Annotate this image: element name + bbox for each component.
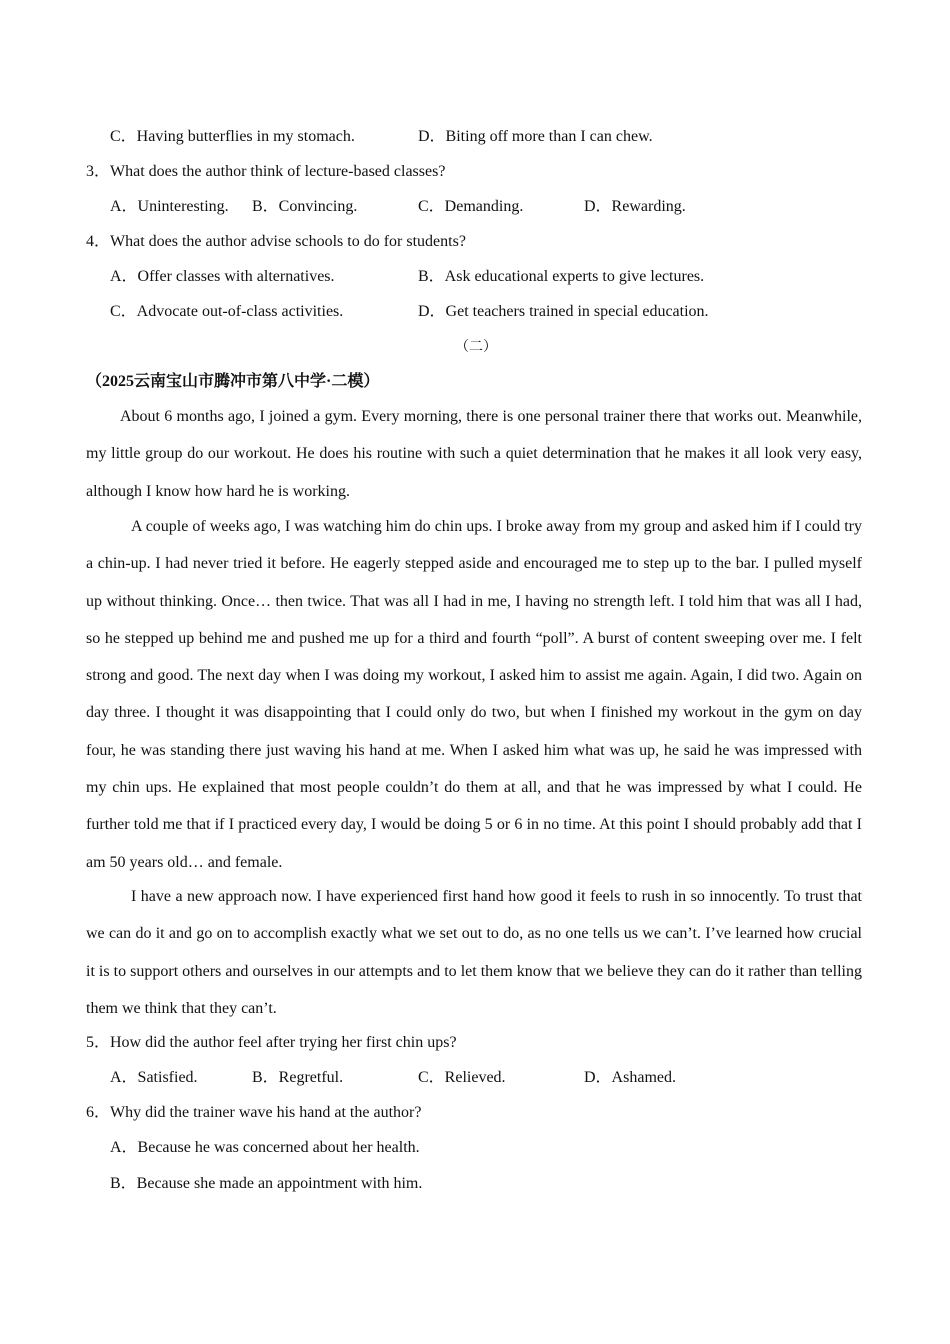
option-a: A．Because he was concerned about her health. (110, 1139, 420, 1156)
option-b: B．Convincing. (252, 198, 358, 215)
question-5: 5．How did the author feel after trying her first chin ups? (86, 1034, 457, 1051)
option-c: C．Having butterflies in my stomach. (110, 128, 355, 145)
option-d: D．Get teachers trained in special education. (418, 303, 709, 320)
option-c: C．Advocate out-of-class activities. (110, 303, 344, 320)
option-a: A．Satisfied. (110, 1069, 198, 1086)
option-d: D．Rewarding. (584, 198, 686, 215)
option-c: C．Demanding. (418, 198, 524, 215)
passage-paragraph-2: A couple of weeks ago, I was watching him do chin ups. I broke away from my group and asked him if I could try a chin-up. I had never tried it before. He eagerly stepped aside and encouraged me to step up to the bar. I pulled myself up without thinking. Once… then twice. That was all I had in me, I having no strength left. I told him that was all I had, so he stepped up behind me and pushed me up for a third and fourth “poll”. A burst of content sweeping over me. I felt strong and good. The next day when I was doing my workout, I asked him to assist me again. Again, I did two. Again on day three. I thought it was disappointing that I could only do two, but when I finished my workout in the gym on day four, he was standing there just waving his hand at me. When I asked him what was up, he said he was impressed with my chin ups. He explained that most people couldn’t do them at all, and that he was impressed by what I could. He further told me that if I practiced every day, I would be doing 5 or 6 in no time. At this point I should probably add that I am 50 years old… and female. (86, 518, 862, 871)
option-d: D．Biting off more than I can chew. (418, 128, 653, 145)
option-d: D．Ashamed. (584, 1069, 676, 1086)
source-heading: （2025云南宝山市腾冲市第八中学·二模） (86, 373, 380, 390)
option-a: A．Uninteresting. (110, 198, 229, 215)
option-a: A．Offer classes with alternatives. (110, 268, 335, 285)
option-b: B．Because she made an appointment with him. (110, 1175, 423, 1192)
question-4: 4．What does the author advise schools to do for students? (86, 233, 466, 250)
option-b: B．Ask educational experts to give lectures. (418, 268, 705, 285)
option-c: C．Relieved. (418, 1069, 506, 1086)
question-3: 3．What does the author think of lecture-based classes? (86, 163, 446, 180)
passage-paragraph-3: I have a new approach now. I have experienced first hand how good it feels to rush in so innocently. To trust that we can do it and go on to accomplish exactly what we set out to do, as no one tells us we can’t. I’ve learned how crucial it is to support others and ourselves in our attempts and to let them know that we believe they can do it rather than telling them we think that they can’t. (86, 888, 862, 1017)
passage-paragraph-1: About 6 months ago, I joined a gym. Every morning, there is one personal trainer there that works out. Meanwhile, my little group do our workout. He does his routine with such a quiet determination that he makes it all look very easy, although I know how hard he is working. (86, 408, 862, 500)
question-6: 6．Why did the trainer wave his hand at the author? (86, 1104, 422, 1121)
option-b: B．Regretful. (252, 1069, 344, 1086)
section-label: （二） (455, 340, 497, 355)
